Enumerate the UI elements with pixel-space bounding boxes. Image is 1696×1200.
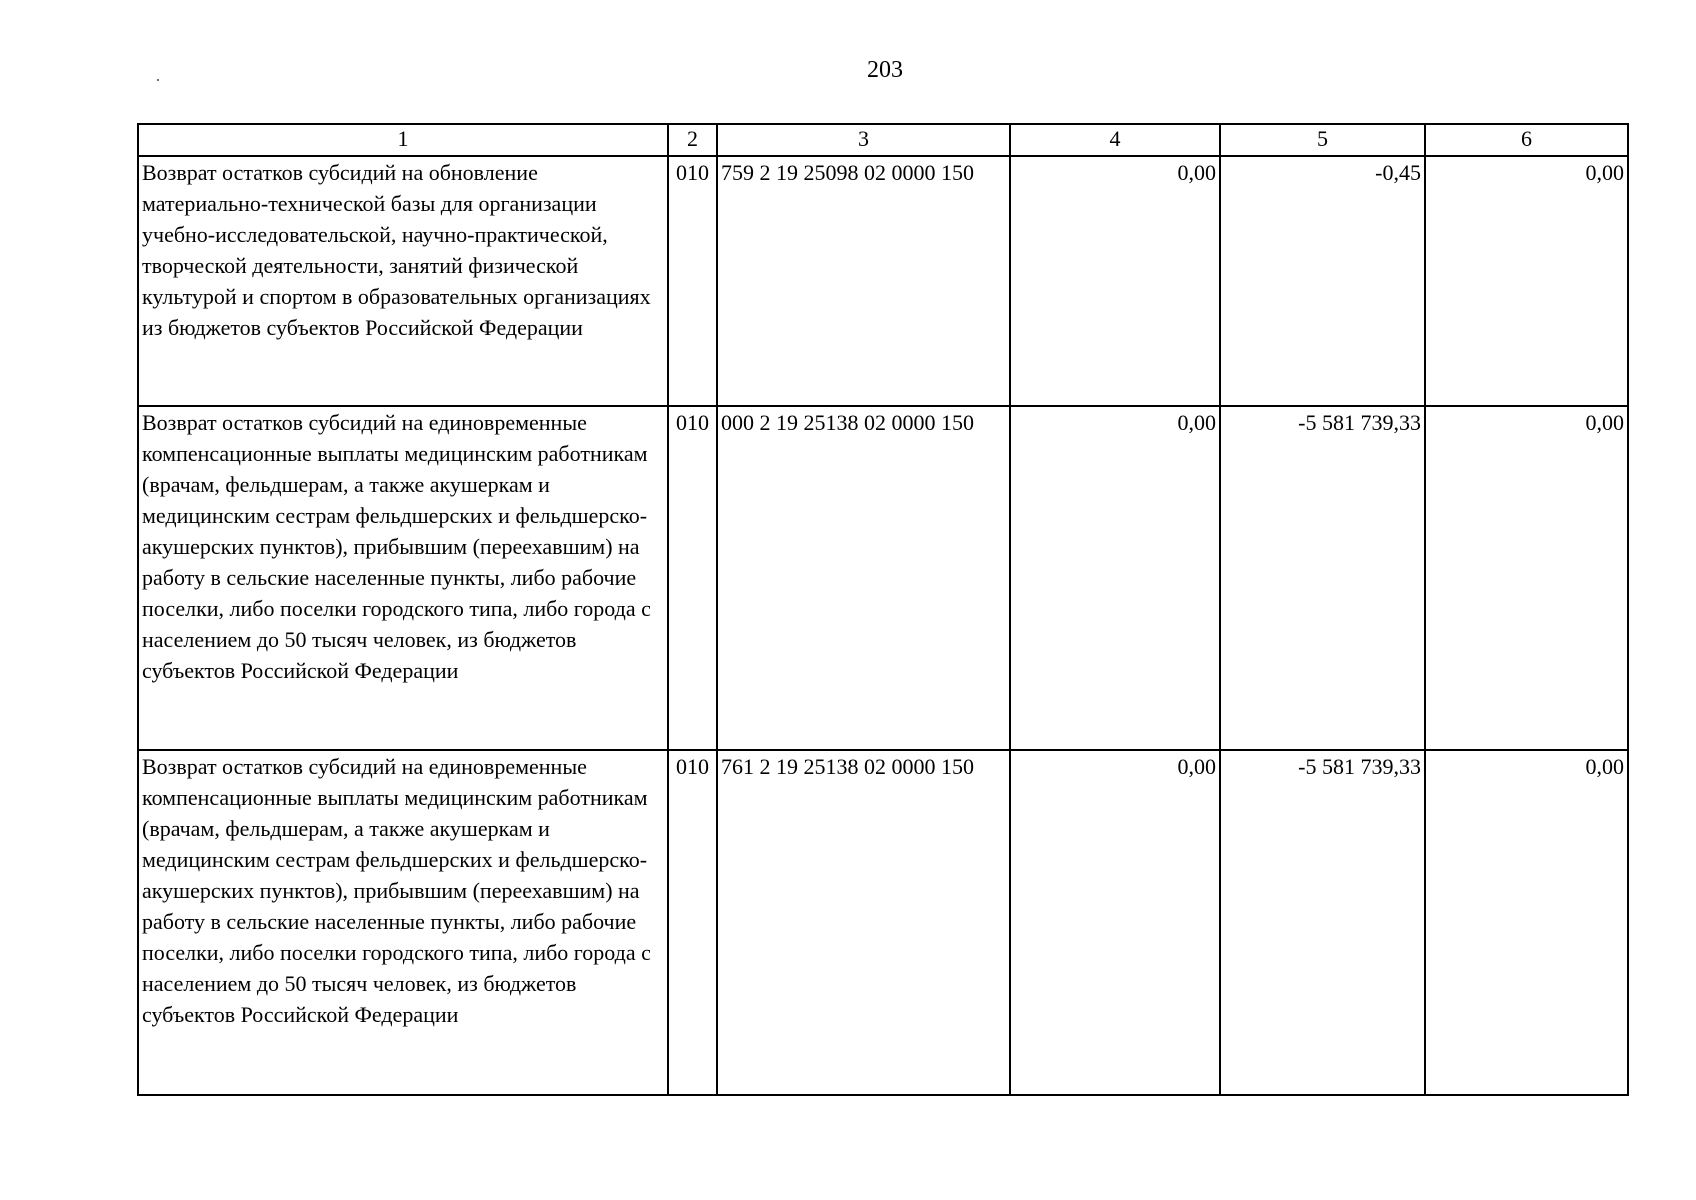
row-col4-value: 0,00	[1010, 750, 1220, 1095]
budget-table	[137, 123, 1629, 1096]
row-col5-value: -0,45	[1220, 156, 1425, 406]
row-description: Возврат остатков субсидий на обновление материально-технической базы для организации учебно-исследовательской, научно-практической, творческой деятельности, занятий физической культурой и спортом в образовательных организациях из бюджетов субъектов Российской Федерации	[138, 156, 668, 406]
header-col-5: 5	[1220, 124, 1425, 156]
table-row	[138, 156, 1628, 406]
scan-artifact-dot	[157, 79, 159, 81]
row-admin-code: 010	[668, 156, 717, 406]
table-row	[138, 750, 1628, 1095]
row-col4-value: 0,00	[1010, 156, 1220, 406]
row-col6-value: 0,00	[1425, 750, 1628, 1095]
table-row	[138, 406, 1628, 750]
row-col6-value: 0,00	[1425, 156, 1628, 406]
page-number: 203	[867, 57, 903, 83]
header-col-6: 6	[1425, 124, 1628, 156]
row-col5-value: -5 581 739,33	[1220, 750, 1425, 1095]
row-budget-code: 761 2 19 25138 02 0000 150	[717, 750, 1010, 1095]
row-budget-code: 759 2 19 25098 02 0000 150	[717, 156, 1010, 406]
row-admin-code: 010	[668, 750, 717, 1095]
header-col-3: 3	[717, 124, 1010, 156]
row-description: Возврат остатков субсидий на единовременные компенсационные выплаты медицинским работникам (врачам, фельдшерам, а также акушеркам и медицинским сестрам фельдшерских и фельдшерско-акушерских пунктов), прибывшим (переехавшим) на работу в сельские населенные пункты, либо рабочие поселки, либо поселки городского типа, либо города с населением до 50 тысяч человек, из бюджетов субъектов Российской Федерации	[138, 750, 668, 1095]
row-col5-value: -5 581 739,33	[1220, 406, 1425, 750]
row-col6-value: 0,00	[1425, 406, 1628, 750]
header-col-1: 1	[138, 124, 668, 156]
header-col-4: 4	[1010, 124, 1220, 156]
row-admin-code: 010	[668, 406, 717, 750]
header-col-2: 2	[668, 124, 717, 156]
row-description: Возврат остатков субсидий на единовременные компенсационные выплаты медицинским работникам (врачам, фельдшерам, а также акушеркам и медицинским сестрам фельдшерских и фельдшерско-акушерских пунктов), прибывшим (переехавшим) на работу в сельские населенные пункты, либо рабочие поселки, либо поселки городского типа, либо города с населением до 50 тысяч человек, из бюджетов субъектов Российской Федерации	[138, 406, 668, 750]
table-header-row	[138, 124, 1628, 156]
row-budget-code: 000 2 19 25138 02 0000 150	[717, 406, 1010, 750]
row-col4-value: 0,00	[1010, 406, 1220, 750]
